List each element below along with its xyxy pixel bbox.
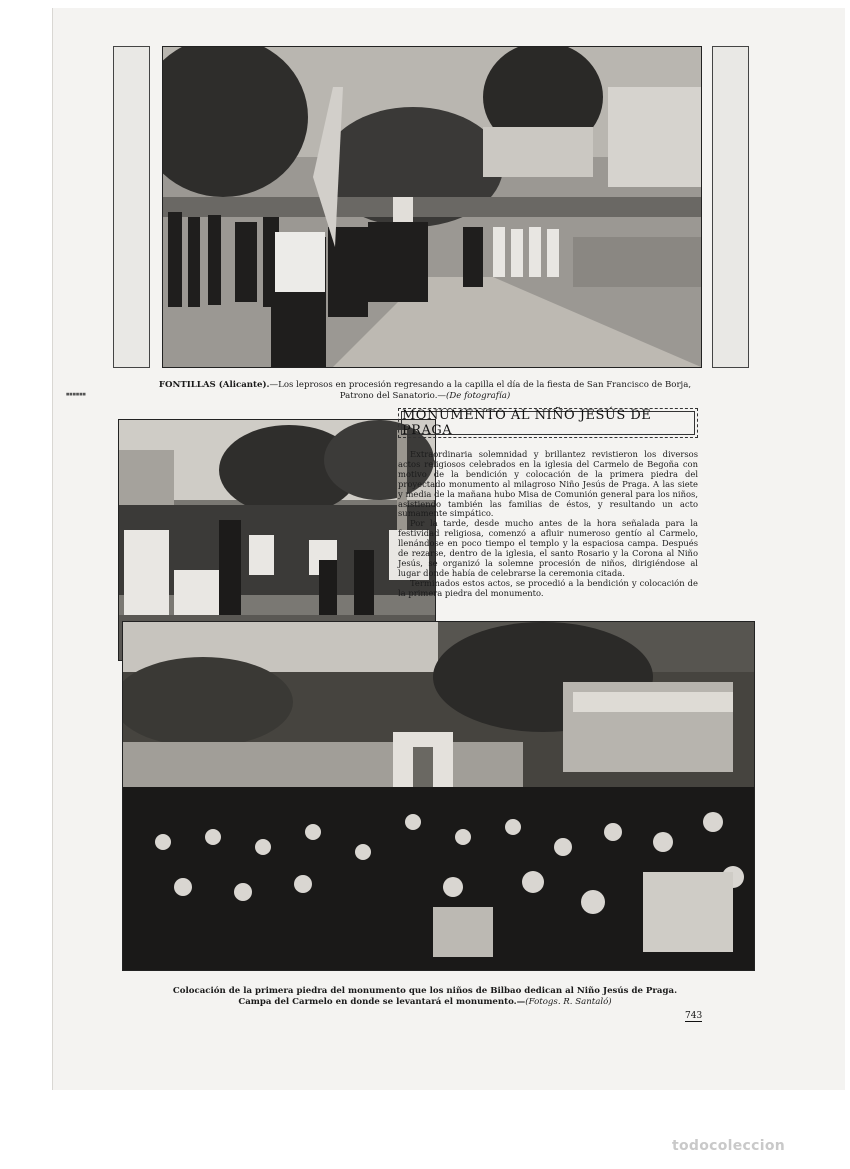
page-number: 743 <box>685 1011 703 1021</box>
photo-frame-left-bar <box>113 46 150 368</box>
procession-caption <box>130 380 720 402</box>
article-headline: MONUMENTO AL NIÑO JESÚS DE PRAGA <box>401 411 695 435</box>
crowd-caption-line1: Colocación de la primera piedra del monumento que los niños de Bilbao dedican al Niño Jesús de Praga. <box>172 986 678 996</box>
tiny-credit-mark: ■■■■■■ <box>66 392 86 396</box>
procession-caption-place: FONTILLAS (Alicante). <box>158 380 270 390</box>
procession-photo <box>162 46 702 368</box>
article-paragraph: Extraordinaria solemnidad y brillantez revistieron los diversos actos religiosos celebrados en la iglesia del Carmelo de Begoña con motivo de la bendición y colocación de la primera piedra del proyectado monumento al milagroso Niño Jesús de Praga. A las siete y media de la mañana hubo Misa de Comunión general para los niños, asistiendo también las familias de éstos, y resultando un acto sumamente simpático. <box>398 449 698 519</box>
crowd-caption-credit: (Fotogs. R. Santaló) <box>525 997 612 1007</box>
crowd-caption <box>130 986 720 1008</box>
article-paragraph: Por la tarde, desde mucho antes de la hora señalada para la festividad religiosa, comenzó a afluir numeroso gentío al Carmelo, llenándose en poco tiempo el templo y la espaciosa campa. Después de rezarse, dentro de la iglesia, el santo Rosario y la Corona al Niño Jesús, se organizó la solemne procesión de niños, dirigiéndose al lugar donde había de celebrarse la ceremonia citada. <box>398 518 698 578</box>
watermark-logo: todocoleccion <box>672 1138 786 1154</box>
procession-caption-credit: (De fotografía) <box>446 391 511 401</box>
crowd-caption-line2: Campa del Carmelo en donde se levantará el monumento.— <box>238 997 526 1007</box>
procession-caption-text: —Los leprosos en procesión regresando a la capilla el día de la fiesta de San Francisco de Borja, <box>269 380 692 390</box>
article-paragraph: Terminados estos actos, se procedió a la bendición y colocación de la primera piedra del monumento. <box>398 577 698 598</box>
photo-frame-right-bar <box>712 46 749 368</box>
procession-caption-line2: Patrono del Sanatorio.— <box>339 391 447 401</box>
article-headline-frame <box>398 408 698 438</box>
children-crowd-photo <box>122 621 755 971</box>
article-body <box>398 450 698 599</box>
